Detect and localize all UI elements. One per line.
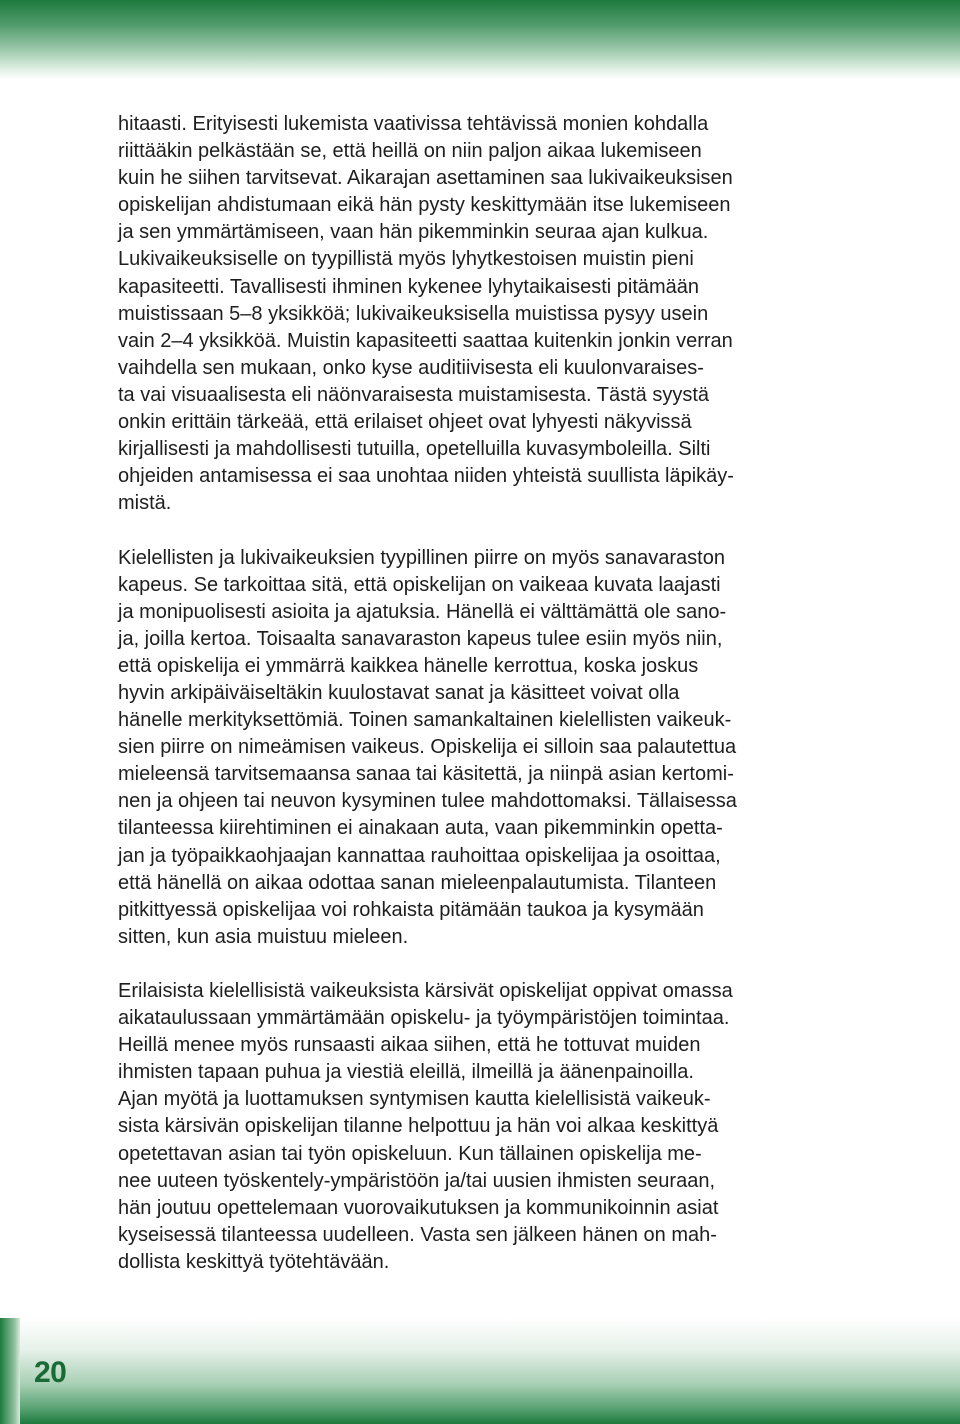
text-line: kuin he siihen tarvitsevat. Aikarajan asettaminen saa lukivaikeuksisen [118,167,733,190]
text-line: Lukivaikeuksiselle on tyypillistä myös lyhytkestoisen muistin pieni [118,248,694,271]
text-line: sista kärsivän opiskelijan tilanne helpottuu ja hän voi alkaa keskittyä [118,1115,719,1138]
page-number: 20 [34,1356,67,1389]
footer-side-strip [0,1318,20,1424]
text-line: riittääkin pelkästään se, että heillä on niin paljon aikaa lukemiseen [118,140,702,163]
text-line: opiskelijan ahdistumaan eikä hän pysty keskittymään itse lukemiseen [118,194,731,217]
text-line: muistissaan 5–8 yksikköä; lukivaikeuksisella muistissa pysyy usein [118,302,709,325]
text-line: että hänellä on aikaa odottaa sanan mieleenpalautumista. Tilanteen [118,871,717,894]
text-line: Erilaisista kielellisistä vaikeuksista kärsivät opiskelijat oppivat omassa [118,980,733,1002]
text-line: ja monipuolisesti asioita ja ajatuksia. Hänellä ei välttämättä ole sano- [118,600,727,623]
text-line: hyvin arkipäiväiseltäkin kuulostavat sanat ja käsitteet voivat olla [118,681,680,704]
text-line: ja, joilla kertoa. Toisaalta sanavaraston kapeus tulee esiin myös niin, [118,627,723,650]
text-line: mistä. [118,492,172,515]
paragraph-3 [118,978,818,1276]
text-line: ohjeiden antamisessa ei saa unohtaa niiden yhteistä suullista läpikäy- [118,465,734,488]
footer-gradient-band [0,1318,960,1424]
text-line: hitaasti. Erityisesti lukemista vaativissa tehtävissä monien kohdalla [118,113,709,135]
text-line: jan ja työpaikkaohjaajan kannattaa rauhoittaa opiskelijaa ja osoittaa, [118,844,721,867]
text-line: kapasiteetti. Tavallisesti ihminen kykenee lyhytaikaisesti pitämään [118,275,700,298]
text-line: Ajan myötä ja luottamuksen syntymisen kautta kielellisistä vaikeuk- [118,1088,711,1111]
text-line: ja sen ymmärtämiseen, vaan hän pikemminkin seuraa ajan kulkua. [118,221,709,244]
body-text [118,111,818,1276]
text-line: hän joutuu opettelemaan vuorovaikutuksen ja kommunikoinnin asiat [118,1196,719,1219]
text-line: kirjallisesti ja mahdollisesti tutuilla, opetelluilla kuvasymboleilla. Silti [118,438,711,461]
text-line: mieleensä tarvitsemaansa sanaa tai käsitettä, ja niinpä asian kertomi- [118,763,734,786]
paragraph-2 [118,545,818,951]
text-line: sien piirre on nimeämisen vaikeus. Opiskelija ei silloin saa palautettua [118,736,737,759]
text-line: nen ja ohjeen tai neuvon kysyminen tulee mahdottomaksi. Tällaisessa [118,790,737,813]
text-line: Heillä menee myös runsaasti aikaa siihen, että he tottuvat muiden [118,1034,701,1057]
text-line: että opiskelija ei ymmärrä kaikkea hänelle kerrottua, koska joskus [118,654,699,677]
text-line: opetettavan asian tai työn opiskeluun. Kun tällainen opiskelija me- [118,1142,702,1165]
text-line: tilanteessa kiirehtiminen ei ainakaan auta, vaan pikemminkin opetta- [118,817,723,840]
text-line: pitkittyessä opiskelijaa voi rohkaista pitämään taukoa ja kysymään [118,898,704,921]
text-line: dollista keskittyä työtehtävään. [118,1250,390,1273]
text-line: hänelle merkityksettömiä. Toinen samankaltainen kielellisten vaikeuk- [118,709,732,732]
text-line: vain 2–4 yksikköä. Muistin kapasiteetti saattaa kuitenkin jonkin verran [118,329,733,352]
text-line: kapeus. Se tarkoittaa sitä, että opiskelijan on vaikeaa kuvata laajasti [118,573,721,596]
header-gradient-band [0,0,960,80]
paragraph-gap [118,951,818,978]
text-line: nee uuteen työskentely-ympäristöön ja/tai uusien ihmisten seuraan, [118,1169,716,1192]
text-line: onkin erittäin tärkeää, että erilaiset ohjeet ovat lyhyesti näkyvissä [118,411,692,434]
text-line: kyseisessä tilanteessa uudelleen. Vasta sen jälkeen hänen on mah- [118,1223,717,1246]
text-line: vaihdella sen mukaan, onko kyse auditiivisesta eli kuulonvaraises- [118,356,704,379]
text-line: sitten, kun asia muistuu mieleen. [118,925,409,948]
text-line: ihmisten tapaan puhua ja viestiä eleillä, ilmeillä ja äänenpainoilla. [118,1061,694,1084]
text-line: Kielellisten ja lukivaikeuksien tyypillinen piirre on myös sanavaraston [118,546,725,569]
text-line: aikataulussaan ymmärtämään opiskelu- ja työympäristöjen toimintaa. [118,1007,730,1030]
paragraph-1 [118,111,818,517]
text-line: ta vai visuaalisesta eli näönvaraisesta muistamisesta. Tästä syystä [118,383,710,406]
paragraph-gap [118,517,818,544]
